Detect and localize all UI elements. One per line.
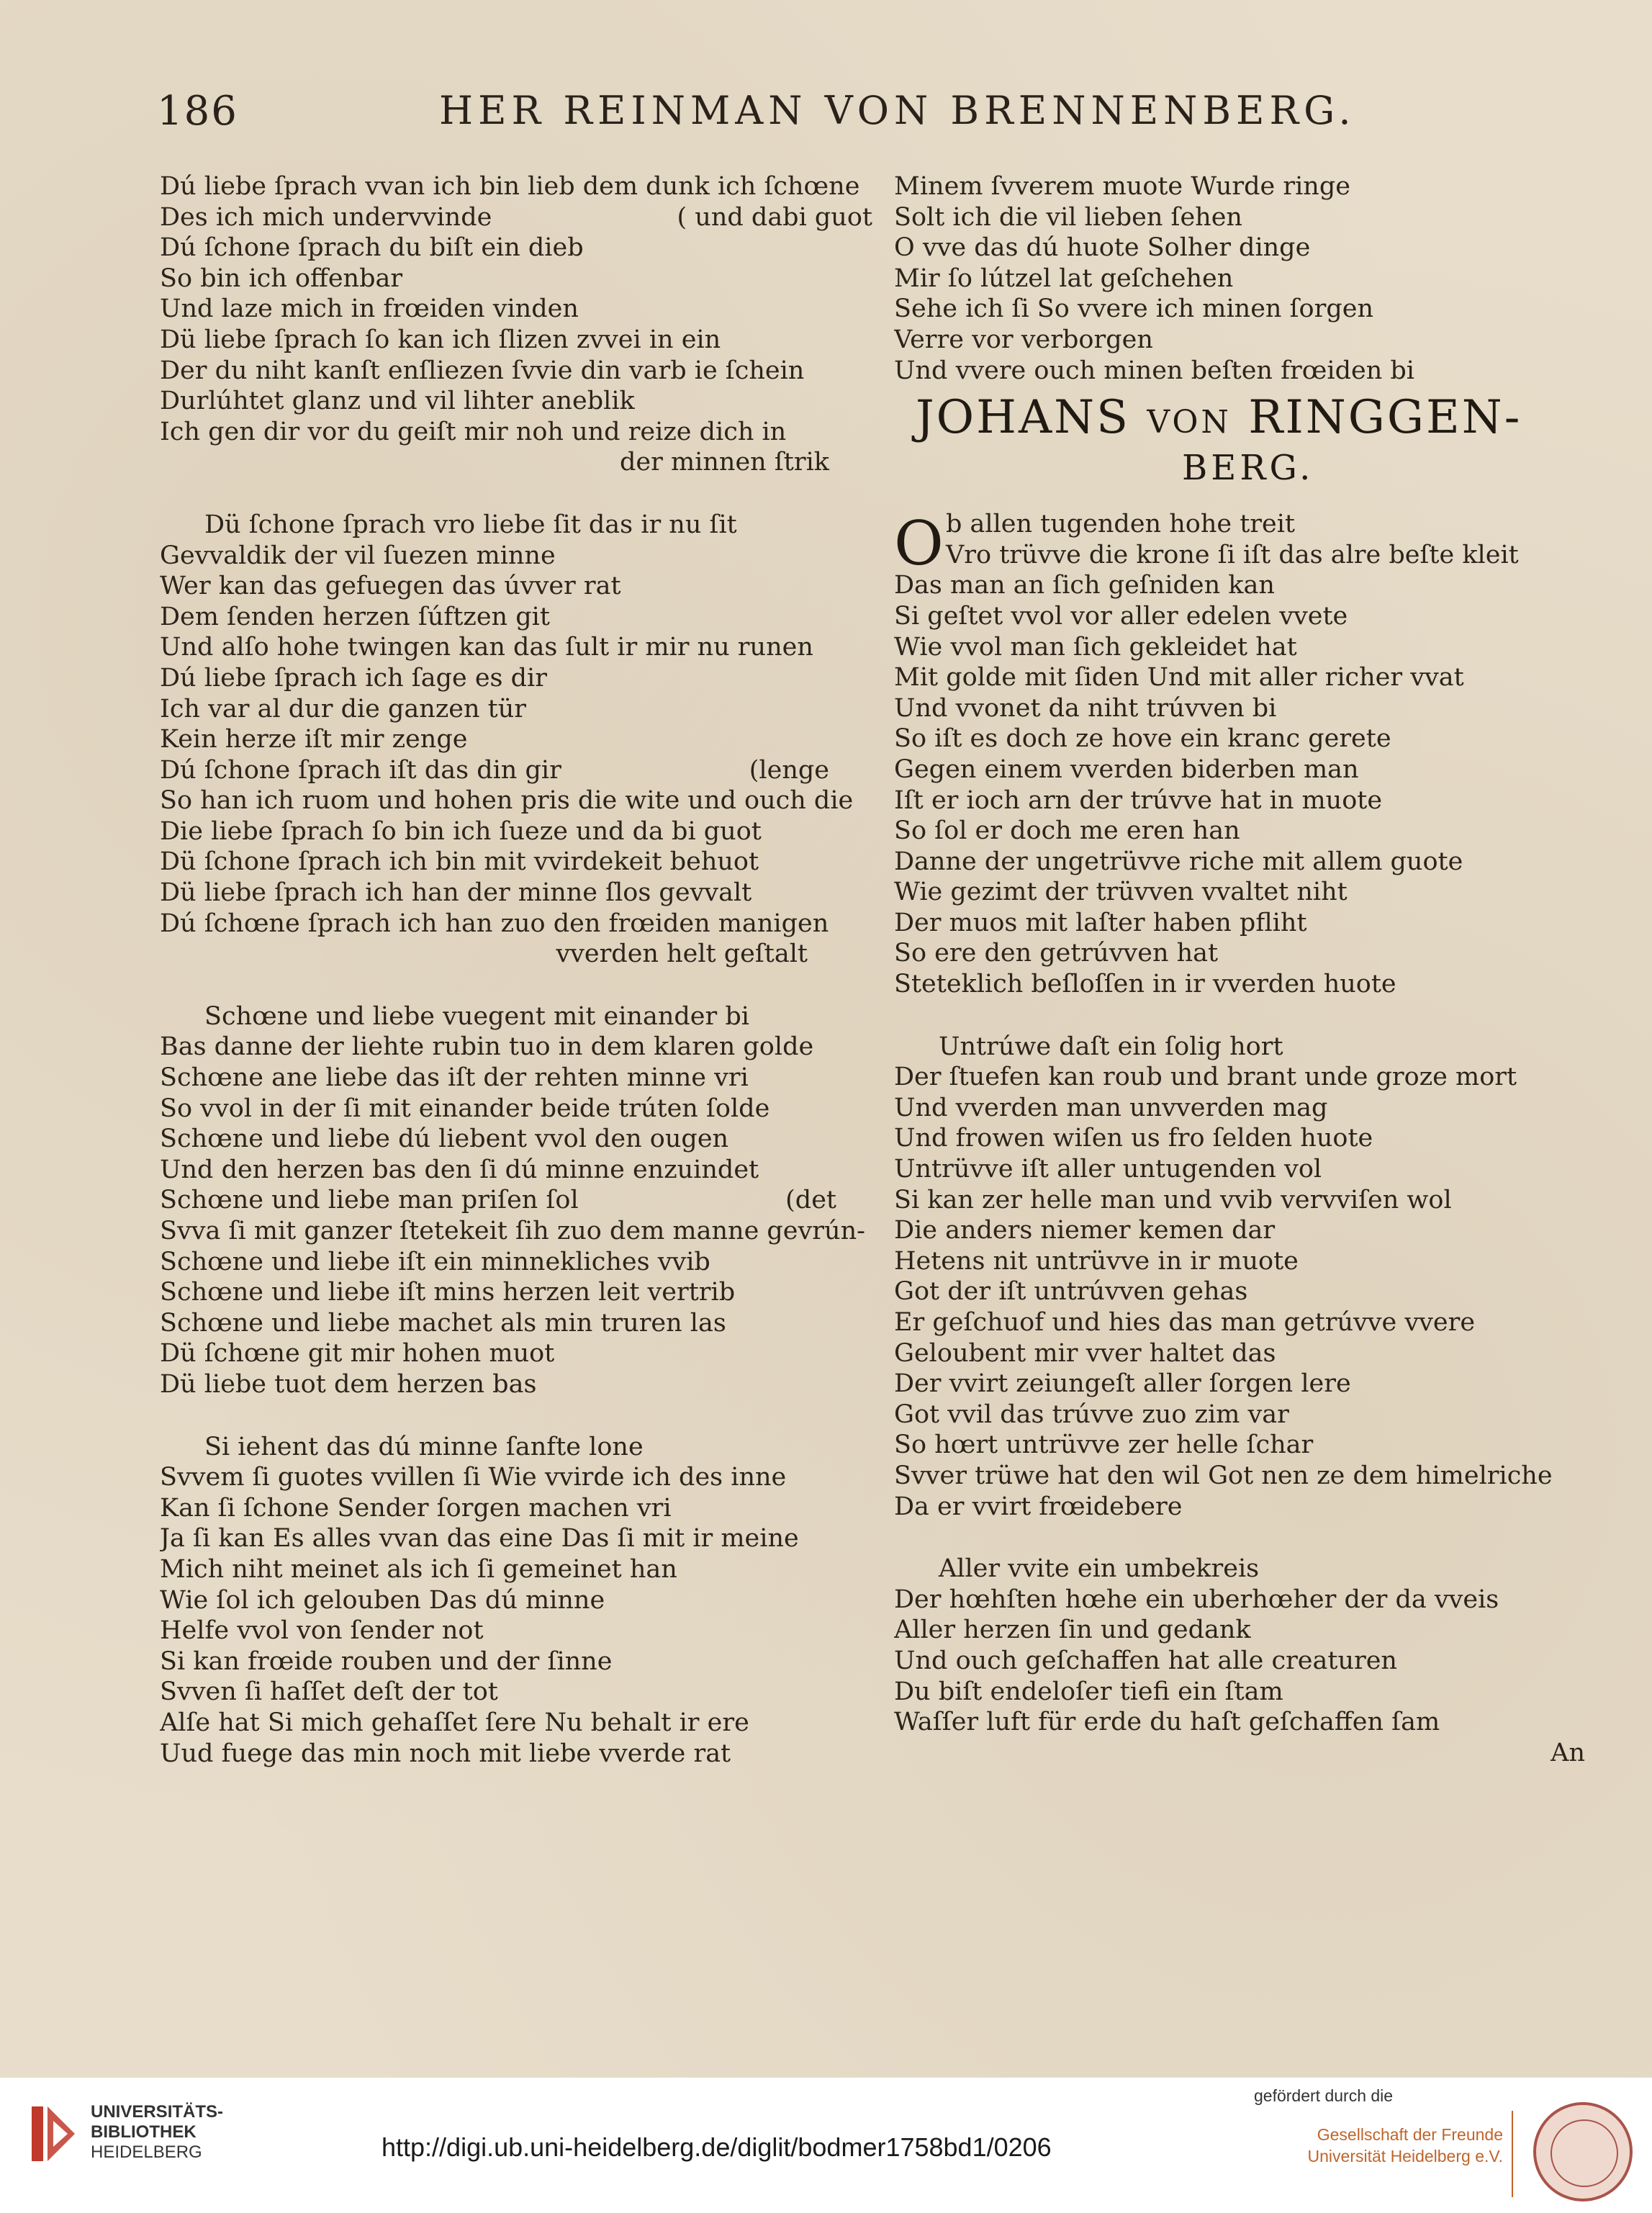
text-line: Der hœhſten hœhe ein uberhœher der da vveis [894,1585,1499,1614]
text-line: Da er vvirt frœidebere [894,1492,1183,1521]
text-line: Svva ſi mit ganzer ſtetekeit ſih zuo dem manne gevrún- [160,1217,865,1245]
text-line: Bas danne der liehte rubin tuo in dem klaren golde [160,1032,814,1062]
text-line: So ſol er doch me eren han [894,816,1240,846]
text-line: Schœne und liebe dú liebent vvol den ougen [160,1124,729,1154]
text-line: Alſe hat Si mich gehaſſet ſere Nu behalt ir ere [160,1708,749,1737]
text-line: Got der iſt untrúvven gehas [894,1277,1248,1307]
text-line: Ich gen dir vor du geiſt mir noh und reize dich in [160,417,787,446]
text-line: Die anders niemer kemen dar [894,1216,1276,1245]
text-line: Er geſchuof und hies das man getrúvve vvere [894,1308,1476,1337]
text-line: Das man an ſich geſniden kan [894,571,1275,600]
text-line: Dú ſchone ſprach du biſt ein dieb [160,233,584,263]
text-line: Der du niht kanſt enſliezen ſvvie din varb ie ſchein [160,356,805,385]
text-line: Waſſer luft für erde du haſt geſchaffen ſam [894,1708,1440,1737]
text-line: Schœne und liebe man priſen ſol (det [160,1186,836,1215]
text-line: Dü ſchone ſprach ich bin mit vvirdekeit behuot [160,847,759,877]
text-line: Untrúwe daſt ein ſolig hort [939,1032,1283,1061]
text-line: Svven ſi haſſet deſt der tot [160,1677,498,1707]
text-line: Wie gezimt der trüvven vvaltet niht [894,878,1348,907]
text-line: Dü liebe ſprach ich han der minne ſlos gevvalt [160,878,752,908]
text-line: Gegen einem vverden biderben man [894,754,1359,784]
text-line: Schœne und liebe iſt mins herzen leit vertrib [160,1278,736,1307]
text-line: Wie ſol ich gelouben Das dú minne [160,1585,605,1615]
text-line: Geloubent mir vver haltet das [894,1338,1276,1368]
text-line: So iſt es doch ze hove ein kranc gerete [894,724,1391,754]
text-line: Die liebe ſprach ſo bin ich ſueze und da bi guot [160,816,762,846]
text-line: b allen tugenden hohe treit [946,510,1295,539]
text-line: Dü ſchone ſprach vro liebe ſit das ir nu ſit [204,510,737,539]
permalink-url[interactable]: http://digi.ub.uni-heidelberg.de/diglit/bodmer1758bd1/0206 [382,2132,1052,2162]
text-line: Hetens nit untrüvve in ir muote [894,1246,1299,1276]
text-line: Aller vvite ein umbekreis [939,1554,1260,1584]
text-line: Danne der ungetrüvve riche mit allem guote [894,847,1463,876]
text-line: Got vvil das trúvve zuo zim var [894,1400,1289,1429]
text-line: Si kan zer helle man und vvib vervviſen wol [894,1185,1452,1214]
text-line: Dú liebe ſprach ich ſage es dir [160,663,547,693]
text-line: Dú ſchœne ſprach ich han zuo den frœiden manigen [160,909,829,938]
text-line: Dü ſchœne git mir hohen muot [160,1339,555,1369]
text-line: Wie vvol man ſich gekleidet hat [894,632,1297,662]
funded-by-label: gefördert durch die [1254,2086,1394,2105]
text-line: Svver trüwe hat den wil Got nen ze dem himelriche [894,1461,1553,1490]
text-line: Kein herze iſt mir zenge [160,725,468,754]
text-line: Dü liebe ſprach ſo kan ich ſlizen zvvei in ein [160,325,721,354]
text-line: Durlúhtet glanz und vil lihter aneblik [160,387,635,416]
section-heading-continued: BERG. [1182,448,1314,489]
text-line: Der vvirt zeiungeſt aller ſorgen lere [894,1369,1351,1399]
text-line: Schœne und liebe vuegent mit einander bi [204,1001,749,1031]
text-line: Und vvonet da niht trúvven bi [894,693,1277,723]
university-seal-icon [1533,2102,1633,2201]
text-line: Schœne und liebe iſt ein minnekliches vvib [160,1247,710,1276]
text-line: Iſt er ioch arn der trúvve hat in muote [894,785,1383,815]
text-line: Uud fuege das min noch mit liebe vverde rat [160,1739,731,1768]
text-line: Untrüvve iſt aller untugenden vol [894,1155,1322,1184]
text-line: Ja ſi kan Es alles vvan das eine Das ſi mit ir meine [160,1524,799,1554]
text-line: Dü liebe tuot dem herzen bas [160,1369,537,1399]
catchword: An [1551,1738,1585,1767]
divider [1512,2111,1513,2197]
text-line: Schœne ane liebe das iſt der rehten minne vri [160,1063,749,1093]
text-line: Dú ſchone ſprach iſt das din gir (lenge [160,755,829,785]
drop-cap: O [894,508,944,580]
text-line: Ich var al dur die ganzen tür [160,694,526,724]
text-line: So ere den getrúvven hat [894,939,1219,968]
text-line: Gevvaldik der vil ſuezen minne [160,541,556,570]
drop-cap-block [894,508,1585,580]
text-line: So hœrt untrüvve zer helle ſchar [894,1430,1314,1460]
text-line: Schœne und liebe machet als min truren las [160,1308,726,1338]
text-line: Und den herzen bas den ſi dú minne enzuindet [160,1155,759,1184]
text-line: Und ouch geſchaffen hat alle creaturen [894,1646,1397,1675]
text-line: Steteklich beſloſſen in ir vverden huote [894,970,1396,999]
text-line: der minnen ſtrik [620,448,829,477]
text-line: Svvem ſi guotes vvillen ſi Wie vvirde ich des inne [160,1463,787,1492]
overflow-word: (det [785,1186,836,1215]
text-line: Si geſtet vvol vor aller edelen vvete [894,601,1348,631]
page-number: 186 [157,88,238,135]
left-column [160,171,872,1769]
library-name: UNIVERSITÄTS- BIBLIOTHEK HEIDELBERG [91,2102,224,2162]
text-line: Mich niht meinet als ich ſi gemeinet han [160,1554,677,1584]
text-line: Dem ſenden herzen ſúftzen git [160,602,550,631]
text-line: Und frowen wiſen us fro ſelden huote [894,1124,1373,1153]
running-head: HER REINMAN VON BRENNENBERG. [439,88,1356,133]
text-line: Und vverden man unvverden mag [894,1093,1328,1122]
text-line: Helfe vvol von ſender not [160,1616,484,1646]
text-line: Der muos mit laſter haben pfliht [894,908,1307,937]
section-heading: JOHANS VON RINGGEN- [916,391,1522,445]
text-line: Des ich mich undervvinde ( und dabi guot [160,202,872,232]
text-line: Si kan frœide rouben und der ſinne [160,1646,613,1676]
text-line: Mir ſo lútzel lat geſchehen [894,263,1234,293]
society-name: Gesellschaft der Freunde Universität Heidelberg e.V. [1307,2125,1503,2165]
library-logo-icon [29,2104,79,2164]
text-line: So han ich ruom und hohen pris die wite und ouch die [160,786,854,816]
text-line: Wer kan das gefuegen das úvver rat [160,572,621,601]
text-line: Verre vor verborgen [894,325,1153,354]
text-line: So vvol in der ſi mit einander beide trúten ſolde [160,1094,770,1123]
text-line: Der ſtuefen kan roub und brant unde groze mort [894,1063,1517,1092]
text-line: Vro trüvve die krone ſi iſt das alre beſte kleit [946,540,1519,569]
text-line: O vve das dú huote Solher dinge [894,233,1311,263]
overflow-word: (lenge [749,755,829,785]
text-line: vverden helt geſtalt [556,939,808,969]
text-line: Minem ſvverem muote Wurde ringe [894,172,1350,201]
text-line: Aller herzen ſin und gedank [894,1615,1251,1645]
text-line: Und vvere ouch minen beſten frœiden bi [894,356,1414,385]
text-line: Dú liebe ſprach vvan ich bin lieb dem dunk ich ſchœne [160,172,860,201]
text-line: Kan ſi ſchone Sender ſorgen machen vri [160,1493,672,1523]
text-line: Und alſo hohe twingen kan das ſult ir mir nu runen [160,633,813,662]
right-column [894,171,1585,1768]
text-line: Mit golde mit ſiden Und mit aller richer vvat [894,663,1464,693]
text-line: Si iehent das dú minne ſanfte lone [204,1432,644,1461]
text-line: Solt ich die vil lieben ſehen [894,202,1242,232]
text-line: Und laze mich in frœiden vinden [160,294,579,324]
text-line: So bin ich offenbar [160,263,403,293]
text-line: Du biſt endeloſer tiefi ein ſtam [894,1677,1283,1706]
text-line: Sehe ich ſi So vvere ich minen ſorgen [894,294,1373,324]
overflow-word: ( und dabi guot [677,202,872,232]
